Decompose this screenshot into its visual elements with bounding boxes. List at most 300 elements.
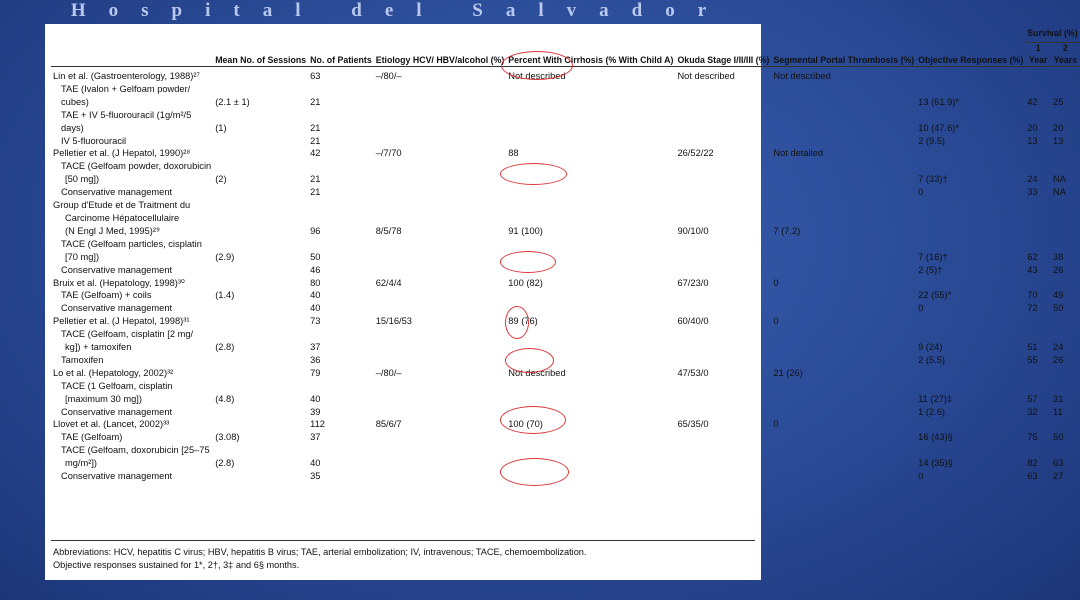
cell-responses: [916, 109, 1025, 122]
cell-responses: 14 (35)§: [918, 458, 953, 469]
cell-etiology: [374, 328, 507, 341]
cell-cirrhosis: [506, 380, 675, 393]
cell-patients: 35: [310, 471, 321, 482]
header-cirrhosis: Percent With Cirrhosis (% With Child A): [508, 54, 674, 65]
table-row: [51, 135, 1080, 148]
cell-study: Pelletier et al. (J Hepatol, 1990)²⁸: [53, 148, 191, 159]
table-row: [51, 457, 1080, 470]
cell-cirrhosis: [506, 341, 675, 354]
cell-survival-1yr: 55: [1027, 354, 1038, 365]
table-row: [51, 289, 1080, 302]
cell-etiology: [374, 354, 507, 367]
cell-cirrhosis: 89 (76): [508, 316, 538, 327]
cell-patients: 37: [310, 342, 321, 353]
cell-thrombosis: 0: [773, 316, 779, 327]
cell-thrombosis: [771, 238, 916, 251]
table-row: [51, 341, 1080, 354]
cell-sessions: [213, 70, 308, 83]
cell-survival-1yr: 72: [1027, 303, 1038, 314]
cell-survival-1yr: 20: [1027, 122, 1038, 133]
cell-etiology: [374, 83, 507, 96]
cell-survival-2yr: 31: [1053, 393, 1064, 404]
cell-survival-2yr: [1051, 367, 1080, 380]
cell-patients: 21: [310, 174, 321, 185]
cell-study: IV 5-fluorouracil: [61, 135, 127, 146]
cell-thrombosis: [771, 135, 916, 148]
cell-survival-1yr: [1025, 444, 1051, 457]
cell-patients: [308, 83, 374, 96]
cell-thrombosis: [771, 302, 916, 315]
cell-survival-2yr: 26: [1053, 264, 1064, 275]
cell-survival-2yr: 20: [1053, 122, 1064, 133]
cell-etiology: [374, 135, 507, 148]
cell-sessions: [213, 444, 308, 457]
cell-cirrhosis: [506, 470, 675, 483]
cell-survival-2yr: [1051, 418, 1080, 431]
cell-cirrhosis: [506, 302, 675, 315]
cell-okuda: [675, 302, 771, 315]
cell-etiology: 15/16/53: [375, 316, 412, 327]
cell-thrombosis: Not described: [773, 71, 831, 81]
cell-cirrhosis: [506, 354, 675, 367]
cell-patients: 21: [310, 187, 321, 198]
cell-thrombosis: [771, 251, 916, 264]
cell-etiology: 85/6/7: [375, 419, 402, 430]
cell-study: TAE (Gelfoam) + coils: [61, 290, 152, 301]
cell-responses: [916, 444, 1025, 457]
header-responses: Objective Responses (%): [918, 54, 1024, 65]
cell-thrombosis: [771, 96, 916, 109]
cell-thrombosis: [771, 393, 916, 406]
cell-patients: 112: [310, 419, 325, 430]
cell-okuda: [675, 328, 771, 341]
footnotes: [53, 546, 586, 572]
cell-cirrhosis: [506, 199, 675, 212]
header-sessions: Mean No. of Sessions: [215, 54, 307, 65]
cell-cirrhosis: [506, 122, 675, 135]
cell-sessions: [213, 264, 308, 277]
cell-responses: 11 (27)‡: [918, 393, 953, 404]
cell-study: (N Engl J Med, 1995)²⁹: [65, 225, 160, 236]
cell-study: Conservative management: [61, 187, 173, 198]
cell-etiology: –/80/–: [375, 367, 402, 378]
cell-cirrhosis: [506, 238, 675, 251]
cell-thrombosis: [771, 83, 916, 96]
cell-etiology: [374, 470, 507, 483]
cell-survival-2yr: [1051, 380, 1080, 393]
cell-cirrhosis: Not described: [508, 71, 566, 81]
footnote-responses: Objective responses sustained for 1*, 2†, 3‡ and 6§ months.: [53, 560, 300, 570]
cell-study: mg/m²]): [65, 458, 98, 469]
header-thrombosis: Segmental Portal Thrombosis (%): [773, 54, 915, 65]
cell-cirrhosis: [506, 173, 675, 186]
cell-patients: 46: [310, 264, 321, 275]
cell-patients: 36: [310, 354, 321, 365]
cell-sessions: [213, 302, 308, 315]
cell-survival-1yr: [1025, 147, 1051, 160]
cell-thrombosis: [771, 289, 916, 302]
cell-cirrhosis: 100 (82): [508, 277, 543, 288]
cell-responses: [916, 315, 1025, 328]
cell-etiology: [374, 212, 507, 225]
table-row: [51, 470, 1080, 483]
cell-responses: 1 (2.6): [918, 406, 946, 417]
cell-etiology: [374, 393, 507, 406]
cell-sessions: (1.4): [215, 290, 235, 301]
cell-sessions: (1): [215, 122, 227, 133]
cell-okuda: [675, 122, 771, 135]
cell-patients: 40: [310, 290, 321, 301]
table-row: [51, 225, 1080, 238]
cell-study: Bruix et al. (Hepatology, 1998)³⁰: [53, 277, 185, 288]
cell-study: TACE (Gelfoam, doxorubicin [25–75: [61, 445, 210, 456]
cell-study: kg]) + tamoxifen: [65, 342, 132, 353]
cell-survival-2yr: 25: [1053, 96, 1064, 107]
cell-sessions: (2.8): [215, 342, 235, 353]
table-row: [51, 367, 1080, 380]
cell-patients: 39: [310, 406, 321, 417]
cell-study: TACE (Gelfoam powder, doxorubicin: [61, 161, 212, 172]
table-row: [51, 431, 1080, 444]
cell-responses: [916, 70, 1025, 83]
cell-etiology: [374, 380, 507, 393]
cell-survival-2yr: 63: [1053, 458, 1064, 469]
cell-responses: [916, 328, 1025, 341]
slide-title: Hospital del Salvador: [70, 0, 730, 21]
table-row: [51, 328, 1080, 341]
cell-responses: 0: [918, 303, 924, 314]
cell-patients: 37: [310, 432, 321, 443]
cell-okuda: [675, 96, 771, 109]
cell-study: Conservative management: [61, 406, 173, 417]
cell-survival-2yr: 13: [1053, 135, 1064, 146]
cell-sessions: [213, 367, 308, 380]
cell-study: TAE (Ivalon + Gelfoam powder/: [61, 83, 191, 94]
cell-survival-1yr: 43: [1027, 264, 1038, 275]
cell-okuda: [675, 393, 771, 406]
cell-patients: 80: [310, 277, 321, 288]
cell-okuda: [675, 354, 771, 367]
cell-study: [70 mg]): [65, 251, 100, 262]
cell-sessions: [213, 109, 308, 122]
cell-sessions: [213, 418, 308, 431]
table-row: [51, 380, 1080, 393]
cell-study: TAE (Gelfoam): [61, 432, 123, 443]
cell-patients: [308, 380, 374, 393]
cell-responses: [916, 147, 1025, 160]
cell-cirrhosis: [506, 160, 675, 173]
cell-responses: 7 (33)†: [918, 174, 948, 185]
cell-patients: 40: [310, 458, 321, 469]
cell-etiology: –/7/70: [375, 148, 402, 159]
cell-patients: 50: [310, 251, 321, 262]
cell-survival-1yr: [1025, 70, 1051, 83]
table-row: [51, 406, 1080, 419]
cell-patients: [308, 328, 374, 341]
cell-thrombosis: 7 (7.2): [773, 225, 801, 236]
cell-patients: 21: [310, 122, 321, 133]
cell-survival-2yr: [1051, 315, 1080, 328]
cell-patients: [308, 212, 374, 225]
cell-responses: 7 (16)†: [918, 251, 948, 262]
cell-responses: 16 (43)§: [918, 432, 953, 443]
cell-okuda: [675, 457, 771, 470]
table-row: [51, 277, 1080, 290]
cell-okuda: [675, 135, 771, 148]
cell-okuda: [675, 470, 771, 483]
cell-etiology: [374, 302, 507, 315]
cell-study: TACE (Gelfoam, cisplatin [2 mg/: [61, 329, 194, 340]
cell-survival-1yr: [1025, 83, 1051, 96]
table-row: [51, 109, 1080, 122]
cell-responses: [916, 212, 1025, 225]
header-okuda: Okuda Stage I/II/III (%): [677, 54, 770, 65]
cell-etiology: [374, 173, 507, 186]
cell-survival-2yr: 49: [1053, 290, 1064, 301]
table-row: [51, 302, 1080, 315]
cell-survival-1yr: 24: [1027, 174, 1038, 185]
cell-okuda: [675, 380, 771, 393]
cell-responses: [916, 418, 1025, 431]
cell-patients: [308, 238, 374, 251]
cell-survival-2yr: 27: [1053, 471, 1064, 482]
cell-sessions: [213, 147, 308, 160]
cell-cirrhosis: [506, 135, 675, 148]
cell-survival-1yr: 75: [1027, 432, 1038, 443]
cell-thrombosis: 0: [773, 419, 779, 430]
cell-survival-2yr: 38: [1053, 251, 1064, 262]
cell-responses: 2 (5)†: [918, 264, 943, 275]
cell-survival-1yr: 82: [1027, 458, 1038, 469]
cell-cirrhosis: 88: [508, 148, 519, 159]
cell-okuda: [675, 173, 771, 186]
cell-okuda: [675, 289, 771, 302]
cell-sessions: [213, 315, 308, 328]
cell-thrombosis: [771, 264, 916, 277]
cell-survival-2yr: [1051, 83, 1080, 96]
cell-survival-1yr: [1025, 160, 1051, 173]
cell-survival-1yr: [1025, 367, 1051, 380]
cell-survival-1yr: 51: [1027, 342, 1038, 353]
cell-sessions: [213, 160, 308, 173]
cell-survival-2yr: [1051, 277, 1080, 290]
cell-responses: 0: [918, 471, 924, 482]
cell-patients: [308, 199, 374, 212]
cell-survival-1yr: [1025, 199, 1051, 212]
cell-etiology: [374, 341, 507, 354]
cell-etiology: [374, 109, 507, 122]
table-row: [51, 251, 1080, 264]
cell-survival-1yr: [1025, 418, 1051, 431]
cell-cirrhosis: [506, 96, 675, 109]
header-year1: 1 Year: [1028, 43, 1048, 65]
cell-patients: [308, 444, 374, 457]
cell-okuda: [675, 444, 771, 457]
cell-survival-2yr: NA: [1053, 174, 1066, 185]
cell-survival-1yr: 57: [1027, 393, 1038, 404]
cell-study: Tamoxifen: [61, 354, 104, 365]
cell-thrombosis: [771, 173, 916, 186]
cell-okuda: 47/53/0: [677, 367, 709, 378]
cell-sessions: [213, 277, 308, 290]
cell-etiology: [374, 444, 507, 457]
header-year2: 2 Years: [1053, 43, 1078, 65]
cell-thrombosis: [771, 470, 916, 483]
cell-thrombosis: [771, 406, 916, 419]
cell-etiology: 62/4/4: [375, 277, 402, 288]
table-row: [51, 122, 1080, 135]
cell-cirrhosis: Not described: [508, 367, 566, 378]
cell-study: Llovet et al. (Lancet, 2002)³³: [53, 419, 170, 430]
cell-thrombosis: [771, 354, 916, 367]
header-patients: No. of Patients: [310, 54, 372, 65]
cell-etiology: [374, 186, 507, 199]
cell-survival-2yr: [1051, 212, 1080, 225]
cell-study: days): [61, 122, 84, 133]
study-table: [51, 28, 1080, 483]
cell-okuda: [675, 238, 771, 251]
cell-sessions: (2.9): [215, 251, 235, 262]
header-survival: Survival (%): [1025, 28, 1079, 43]
cell-survival-2yr: [1051, 147, 1080, 160]
cell-okuda: [675, 251, 771, 264]
cell-thrombosis: [771, 186, 916, 199]
table-body: [51, 70, 1080, 483]
cell-survival-1yr: [1025, 277, 1051, 290]
footnote-abbreviations: Abbreviations: HCV, hepatitis C virus; HBV, hepatitis B virus; TAE, arterial embolization; IV, intravenous; TACE, chemoembolization.: [53, 547, 587, 557]
cell-study: Pelletier et al. (J Hepatol, 1998)³¹: [53, 316, 190, 327]
cell-responses: [916, 238, 1025, 251]
cell-sessions: [213, 212, 308, 225]
cell-patients: [308, 109, 374, 122]
cell-etiology: [374, 160, 507, 173]
cell-survival-1yr: 33: [1027, 187, 1038, 198]
cell-okuda: [675, 199, 771, 212]
cell-okuda: [675, 431, 771, 444]
table-row: [51, 70, 1080, 83]
cell-okuda: [675, 264, 771, 277]
cell-survival-2yr: 24: [1053, 342, 1064, 353]
cell-responses: 9 (24): [918, 342, 943, 353]
cell-sessions: [213, 380, 308, 393]
cell-survival-2yr: 11: [1053, 406, 1063, 417]
cell-survival-2yr: [1051, 328, 1080, 341]
cell-thrombosis: [771, 122, 916, 135]
table-row: [51, 83, 1080, 96]
cell-responses: [916, 83, 1025, 96]
cell-responses: 13 (61.9)*: [918, 96, 959, 107]
cell-responses: [916, 380, 1025, 393]
cell-etiology: [374, 457, 507, 470]
cell-etiology: [374, 406, 507, 419]
cell-survival-2yr: [1051, 160, 1080, 173]
cell-survival-1yr: 70: [1027, 290, 1038, 301]
cell-okuda: [675, 186, 771, 199]
cell-sessions: [213, 225, 308, 238]
cell-okuda: [675, 109, 771, 122]
table-row: [51, 393, 1080, 406]
table-document: [45, 24, 1078, 580]
cell-patients: 21: [310, 135, 321, 146]
cell-sessions: [213, 135, 308, 148]
cell-etiology: [374, 96, 507, 109]
cell-cirrhosis: [506, 212, 675, 225]
cell-okuda: [675, 341, 771, 354]
cell-okuda: [675, 160, 771, 173]
cell-survival-1yr: [1025, 212, 1051, 225]
cell-cirrhosis: [506, 251, 675, 264]
cell-patients: 42: [310, 148, 321, 159]
cell-study: Lin et al. (Gastroenterology, 1988)²⁷: [53, 71, 200, 81]
cell-survival-1yr: [1025, 380, 1051, 393]
cell-survival-1yr: [1025, 328, 1051, 341]
cell-sessions: [213, 328, 308, 341]
cell-responses: 0: [918, 187, 924, 198]
cell-study: Group d'Etude et de Traitment du: [53, 200, 191, 211]
cell-survival-1yr: 42: [1027, 96, 1038, 107]
cell-sessions: [213, 238, 308, 251]
cell-study: Carcinome Hépatocellulaire: [65, 212, 180, 223]
cell-study: cubes): [61, 96, 89, 107]
table-row: [51, 199, 1080, 212]
cell-survival-1yr: 63: [1027, 471, 1038, 482]
cell-okuda: [675, 212, 771, 225]
cell-etiology: [374, 199, 507, 212]
cell-responses: [916, 277, 1025, 290]
cell-study: [maximum 30 mg]): [65, 393, 142, 404]
cell-study: Conservative management: [61, 471, 173, 482]
table-row: [51, 173, 1080, 186]
cell-thrombosis: [771, 212, 916, 225]
cell-patients: [308, 160, 374, 173]
table-row: [51, 418, 1080, 431]
table-row: [51, 315, 1080, 328]
table-row: [51, 212, 1080, 225]
cell-sessions: (2): [215, 174, 227, 185]
table-row: [51, 264, 1080, 277]
table-row: [51, 354, 1080, 367]
cell-sessions: (3.08): [215, 432, 240, 443]
cell-okuda: 67/23/0: [677, 277, 709, 288]
cell-survival-2yr: [1051, 109, 1080, 122]
cell-cirrhosis: [506, 186, 675, 199]
cell-survival-1yr: [1025, 238, 1051, 251]
cell-study: Conservative management: [61, 264, 173, 275]
cell-etiology: [374, 431, 507, 444]
cell-cirrhosis: [506, 393, 675, 406]
cell-etiology: [374, 122, 507, 135]
cell-etiology: [374, 264, 507, 277]
cell-cirrhosis: [506, 264, 675, 277]
header-etiology: Etiology HCV/ HBV/alcohol (%): [375, 54, 505, 65]
cell-cirrhosis: 91 (100): [508, 225, 543, 236]
cell-sessions: [213, 199, 308, 212]
cell-responses: 22 (55)*: [918, 290, 952, 301]
cell-sessions: [213, 470, 308, 483]
table-row: [51, 238, 1080, 251]
cell-okuda: Not described: [677, 71, 735, 81]
cell-survival-2yr: NA: [1053, 187, 1066, 198]
cell-sessions: [213, 406, 308, 419]
cell-patients: 79: [310, 367, 321, 378]
cell-thrombosis: [771, 431, 916, 444]
cell-survival-2yr: 50: [1053, 303, 1064, 314]
cell-cirrhosis: [506, 109, 675, 122]
cell-thrombosis: [771, 444, 916, 457]
cell-sessions: [213, 83, 308, 96]
cell-responses: [916, 160, 1025, 173]
cell-okuda: 65/35/0: [677, 419, 709, 430]
